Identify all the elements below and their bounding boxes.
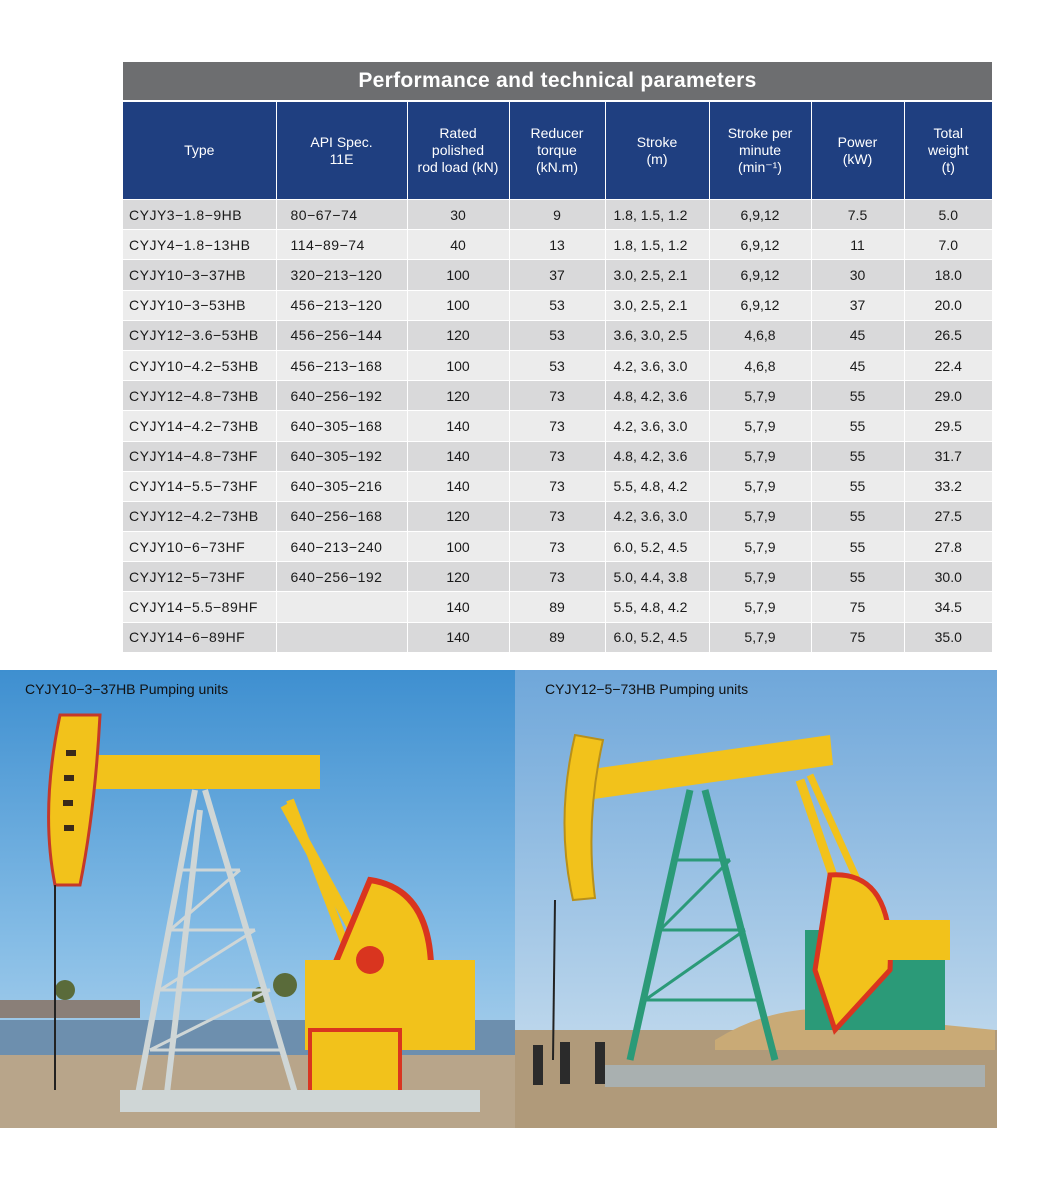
- table-cell: 37: [509, 260, 605, 290]
- table-cell: 4.8, 4.2, 3.6: [605, 441, 709, 471]
- table-cell: CYJY12−4.2−73HB: [123, 501, 276, 531]
- table-cell: 27.5: [904, 501, 992, 531]
- table-cell: 89: [509, 622, 605, 652]
- table-cell: [276, 592, 407, 622]
- column-header-line: (kW): [842, 150, 873, 167]
- table-cell: 7.0: [904, 230, 992, 260]
- column-header-line: 11E: [329, 150, 354, 167]
- table-cell: 89: [509, 592, 605, 622]
- table-cell: 9: [509, 200, 605, 230]
- table-cell: 33.2: [904, 471, 992, 501]
- table-cell: 73: [509, 441, 605, 471]
- pumping-unit-image-right: [515, 670, 997, 1128]
- table-cell: 73: [509, 501, 605, 531]
- table-cell: 37: [811, 290, 904, 320]
- table-cell: 456−213−168: [276, 350, 407, 380]
- table-cell: 5,7,9: [709, 441, 811, 471]
- column-header: [811, 102, 904, 200]
- table-cell: 4.2, 3.6, 3.0: [605, 411, 709, 441]
- table-cell: 5,7,9: [709, 501, 811, 531]
- table-cell: 35.0: [904, 622, 992, 652]
- column-header-line: (m): [646, 150, 668, 167]
- table-row: [123, 260, 992, 290]
- table-cell: 120: [407, 320, 509, 350]
- table-cell: 55: [811, 501, 904, 531]
- table-cell: 30: [407, 200, 509, 230]
- table-cell: 1.8, 1.5, 1.2: [605, 230, 709, 260]
- table-cell: 53: [509, 320, 605, 350]
- table-cell: CYJY12−5−73HF: [123, 562, 276, 592]
- table-header-row: [123, 102, 992, 200]
- table-cell: 100: [407, 260, 509, 290]
- column-header-line: weight: [928, 142, 969, 158]
- table-cell: 100: [407, 350, 509, 380]
- table-cell: CYJY10−4.2−53HB: [123, 350, 276, 380]
- table-cell: CYJY10−6−73HF: [123, 532, 276, 562]
- table-row: [123, 350, 992, 380]
- table-cell: 80−67−74: [276, 200, 407, 230]
- table-cell: 640−305−192: [276, 441, 407, 471]
- table-cell: 5.0: [904, 200, 992, 230]
- column-header-line: Total: [933, 125, 964, 141]
- table-cell: 100: [407, 290, 509, 320]
- table-cell: 640−256−192: [276, 562, 407, 592]
- table-cell: 5,7,9: [709, 471, 811, 501]
- table-cell: 114−89−74: [276, 230, 407, 260]
- pumping-unit-image-left: [0, 670, 515, 1128]
- table-cell: 3.6, 3.0, 2.5: [605, 320, 709, 350]
- table-cell: 20.0: [904, 290, 992, 320]
- table-cell: 75: [811, 622, 904, 652]
- table-cell: 73: [509, 471, 605, 501]
- table-cell: CYJY14−5.5−89HF: [123, 592, 276, 622]
- column-header-line: Stroke per: [727, 125, 793, 141]
- table-row: [123, 441, 992, 471]
- table-row: [123, 562, 992, 592]
- table-cell: 5,7,9: [709, 532, 811, 562]
- table-title: Performance and technical parameters: [123, 62, 992, 102]
- table-cell: 5.5, 4.8, 4.2: [605, 471, 709, 501]
- table-cell: 55: [811, 411, 904, 441]
- table-cell: 456−256−144: [276, 320, 407, 350]
- table-cell: 31.7: [904, 441, 992, 471]
- table-cell: 4.8, 4.2, 3.6: [605, 381, 709, 411]
- table-row: [123, 200, 992, 230]
- table-cell: 5,7,9: [709, 622, 811, 652]
- table-cell: 5,7,9: [709, 562, 811, 592]
- table-cell: 640−213−240: [276, 532, 407, 562]
- column-header-line: Reducer: [530, 125, 584, 141]
- table-cell: 45: [811, 320, 904, 350]
- table-row: [123, 532, 992, 562]
- photo-right-pumping-unit: [515, 670, 997, 1128]
- table-row: [123, 320, 992, 350]
- table-cell: CYJY12−4.8−73HB: [123, 381, 276, 411]
- column-header: [904, 102, 992, 200]
- table-cell: 640−305−216: [276, 471, 407, 501]
- table-cell: 140: [407, 622, 509, 652]
- table-cell: 22.4: [904, 350, 992, 380]
- table-cell: 4,6,8: [709, 350, 811, 380]
- table-cell: 73: [509, 381, 605, 411]
- parameters-table: [123, 102, 992, 652]
- table-cell: 140: [407, 592, 509, 622]
- table-cell: 75: [811, 592, 904, 622]
- table-cell: 29.5: [904, 411, 992, 441]
- table-cell: 29.0: [904, 381, 992, 411]
- table-cell: 640−256−168: [276, 501, 407, 531]
- table-row: [123, 592, 992, 622]
- table-cell: 6,9,12: [709, 230, 811, 260]
- table-cell: 640−256−192: [276, 381, 407, 411]
- table-cell: 320−213−120: [276, 260, 407, 290]
- table-cell: 53: [509, 290, 605, 320]
- table-cell: 55: [811, 441, 904, 471]
- table-cell: 55: [811, 471, 904, 501]
- table-cell: 120: [407, 562, 509, 592]
- column-header-line: torque: [537, 142, 577, 158]
- table-cell: 6.0, 5.2, 4.5: [605, 622, 709, 652]
- table-cell: 5,7,9: [709, 381, 811, 411]
- table-cell: 4,6,8: [709, 320, 811, 350]
- column-header-line: (min⁻¹): [738, 159, 782, 175]
- column-header-line: minute: [738, 142, 782, 158]
- table-row: [123, 411, 992, 441]
- column-header: [605, 102, 709, 200]
- table-cell: CYJY14−4.2−73HB: [123, 411, 276, 441]
- table-cell: 30.0: [904, 562, 992, 592]
- table-cell: 120: [407, 381, 509, 411]
- table-row: [123, 230, 992, 260]
- table-cell: 55: [811, 562, 904, 592]
- table-cell: 5.0, 4.4, 3.8: [605, 562, 709, 592]
- table-cell: 456−213−120: [276, 290, 407, 320]
- table-cell: CYJY3−1.8−9HB: [123, 200, 276, 230]
- table-cell: 13: [509, 230, 605, 260]
- table-row: [123, 622, 992, 652]
- table-cell: CYJY12−3.6−53HB: [123, 320, 276, 350]
- table-cell: 55: [811, 381, 904, 411]
- table-cell: CYJY10−3−37HB: [123, 260, 276, 290]
- table-cell: CYJY4−1.8−13HB: [123, 230, 276, 260]
- table-cell: 6,9,12: [709, 200, 811, 230]
- table-cell: [276, 622, 407, 652]
- table-cell: 34.5: [904, 592, 992, 622]
- table-cell: 7.5: [811, 200, 904, 230]
- table-cell: 73: [509, 532, 605, 562]
- left-caption: CYJY10−3−37HB Pumping units: [25, 681, 229, 697]
- column-header-line: Type: [184, 142, 215, 158]
- column-header: [123, 102, 276, 200]
- table-cell: 45: [811, 350, 904, 380]
- table-cell: 100: [407, 532, 509, 562]
- right-caption: CYJY12−5−73HB Pumping units: [545, 681, 749, 697]
- table-cell: 6,9,12: [709, 260, 811, 290]
- table-cell: 26.5: [904, 320, 992, 350]
- table-cell: 5.5, 4.8, 4.2: [605, 592, 709, 622]
- table-cell: CYJY14−6−89HF: [123, 622, 276, 652]
- table-cell: CYJY10−3−53HB: [123, 290, 276, 320]
- table-cell: 18.0: [904, 260, 992, 290]
- table-row: [123, 290, 992, 320]
- table-cell: 5,7,9: [709, 411, 811, 441]
- table-cell: 140: [407, 471, 509, 501]
- column-header: [709, 102, 811, 200]
- column-header: [276, 102, 407, 200]
- table-cell: 4.2, 3.6, 3.0: [605, 350, 709, 380]
- column-header-line: (kN.m): [536, 159, 578, 175]
- column-header-line: Power: [837, 133, 878, 150]
- table-cell: CYJY14−5.5−73HF: [123, 471, 276, 501]
- photo-left-pumping-unit: [0, 670, 515, 1128]
- column-header-line: (t): [941, 159, 955, 175]
- table-cell: 640−305−168: [276, 411, 407, 441]
- table-cell: 3.0, 2.5, 2.1: [605, 260, 709, 290]
- column-header: [509, 102, 605, 200]
- table-cell: CYJY14−4.8−73HF: [123, 441, 276, 471]
- table-cell: 53: [509, 350, 605, 380]
- column-header-line: rod load (kN): [417, 159, 499, 175]
- table-cell: 40: [407, 230, 509, 260]
- table-cell: 73: [509, 562, 605, 592]
- column-header-line: API Spec.: [310, 133, 373, 150]
- table-cell: 73: [509, 411, 605, 441]
- table-cell: 3.0, 2.5, 2.1: [605, 290, 709, 320]
- table-cell: 120: [407, 501, 509, 531]
- table-cell: 11: [811, 230, 904, 260]
- table-cell: 6,9,12: [709, 290, 811, 320]
- table-row: [123, 471, 992, 501]
- table-cell: 30: [811, 260, 904, 290]
- table-cell: 27.8: [904, 532, 992, 562]
- table-body: [123, 200, 992, 652]
- table-cell: 4.2, 3.6, 3.0: [605, 501, 709, 531]
- table-cell: 140: [407, 411, 509, 441]
- table-cell: 140: [407, 441, 509, 471]
- column-header: [407, 102, 509, 200]
- table-cell: 1.8, 1.5, 1.2: [605, 200, 709, 230]
- table-row: [123, 501, 992, 531]
- column-header-line: polished: [431, 142, 485, 158]
- table-cell: 6.0, 5.2, 4.5: [605, 532, 709, 562]
- column-header-line: Rated: [439, 125, 477, 141]
- table-cell: 5,7,9: [709, 592, 811, 622]
- column-header-line: Stroke: [636, 133, 678, 150]
- table-cell: 55: [811, 532, 904, 562]
- table-row: [123, 381, 992, 411]
